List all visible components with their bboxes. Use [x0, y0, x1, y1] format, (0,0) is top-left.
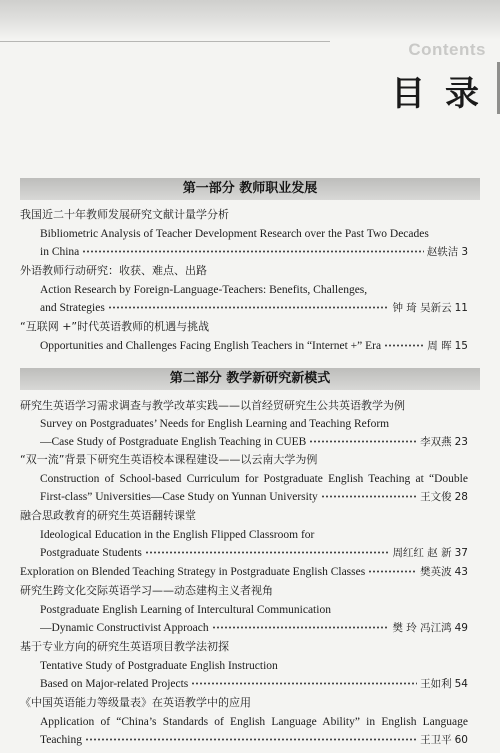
toc-entry-leader-line[interactable] — [40, 488, 468, 506]
toc-entry-leader-line[interactable] — [40, 243, 468, 261]
toc-entry-cn-title[interactable]: 融合思政教育的研究生英语翻转课堂 — [20, 509, 196, 522]
toc-entry-cn-title[interactable]: 我国近二十年教师发展研究文献计量学分析 — [20, 208, 229, 221]
toc-entry-leader-line[interactable] — [40, 337, 468, 355]
header-rule — [0, 41, 330, 42]
toc-entry-en-title[interactable]: Application of “China’s Standards of English Language Ability” in English Language — [40, 716, 468, 728]
toc-entry-author: 樊英波 — [420, 566, 452, 578]
toc-entry-author: 王如利 — [420, 678, 452, 690]
toc-entry-en-title[interactable]: Ideological Education in the English Flipped Classroom for — [40, 529, 315, 541]
toc-entry-page-number: 49 — [454, 622, 468, 634]
toc-entry-author: 钟 琦 吴新云 — [392, 302, 452, 314]
toc-entry-en-title: Exploration on Blended Teaching Strategy in Postgraduate English Classes — [20, 566, 366, 578]
toc-entry-cn-title[interactable]: 外语教师行动研究：收获、难点、出路 — [20, 264, 207, 277]
toc-entry-en-title: and Strategies — [40, 302, 105, 314]
toc-entry-en-title[interactable]: Survey on Postgraduates’ Needs for English Learning and Teaching Reform — [40, 418, 390, 430]
toc-entry-page-number: 54 — [454, 678, 468, 690]
header-band — [0, 0, 500, 40]
toc-entry-page-number: 11 — [454, 302, 468, 314]
dot-leader — [108, 306, 390, 309]
toc-entry-page-number: 3 — [461, 246, 468, 258]
toc-entry-cn-title[interactable]: 研究生英语学习需求调查与教学改革实践——以首经贸研究生公共英语教学为例 — [20, 399, 405, 412]
toc-entry-en-title[interactable]: Bibliometric Analysis of Teacher Development Research over the Past Two Decades — [40, 228, 429, 240]
section-heading-2: 第二部分 教学新研究新模式 — [20, 368, 480, 390]
toc-entry-cn-title[interactable]: 基于专业方向的研究生英语项目教学法初探 — [20, 640, 229, 653]
toc-entry-leader-line[interactable] — [40, 544, 468, 562]
toc-entry-en-title[interactable]: Postgraduate English Learning of Intercultural Communication — [40, 604, 331, 616]
dot-leader — [82, 250, 424, 253]
toc-entry-author: 王文俊 — [420, 491, 452, 503]
toc-entry-page-number: 37 — [454, 547, 468, 559]
toc-entry-en-title: Teaching — [40, 734, 82, 746]
dot-leader — [309, 440, 417, 443]
dot-leader — [212, 626, 390, 629]
toc-entry-en-title: —Dynamic Constructivist Approach — [40, 622, 209, 634]
toc-entry-en-title[interactable]: Action Research by Foreign-Language-Teachers: Benefits, Challenges, — [40, 284, 368, 296]
toc-entry-en-title[interactable]: Tentative Study of Postgraduate English Instruction — [40, 660, 278, 672]
dot-leader — [145, 551, 390, 554]
toc-entry-en-title: Opportunities and Challenges Facing English Teachers in “Internet +” Era — [40, 340, 382, 352]
dot-leader — [191, 682, 417, 685]
toc-entry-en-title: —Case Study of Postgraduate English Teaching in CUEB — [40, 436, 307, 448]
toc-entry-page-number: 23 — [454, 436, 468, 448]
dot-leader — [321, 495, 417, 498]
toc-entry-author: 周红红 赵 新 — [392, 547, 452, 559]
contents-label: Contents — [408, 40, 486, 59]
toc-entry-author: 王卫平 — [420, 734, 452, 746]
toc-entry-en-title: Postgraduate Students — [40, 547, 142, 559]
toc-entry-page-number: 60 — [454, 734, 468, 746]
toc-entry-leader-line[interactable] — [40, 619, 468, 637]
toc-entry-en-title: First-class” Universities—Case Study on Yunnan University — [40, 491, 318, 503]
dot-leader — [384, 344, 424, 347]
toc-entry-cn-title[interactable]: 《中国英语能力等级量表》在英语教学中的应用 — [20, 696, 251, 709]
toc-entry-page-number: 43 — [454, 566, 468, 578]
page-title: 目 录 — [391, 74, 483, 114]
toc-entry-en-title: in China — [40, 246, 80, 258]
toc-entry-leader-line[interactable] — [40, 433, 468, 451]
toc-entry-en-title: Based on Major-related Projects — [40, 678, 189, 690]
toc-entry-leader-line[interactable] — [20, 563, 468, 581]
dot-leader — [368, 570, 417, 573]
toc-entry-author: 赵轶洁 — [426, 246, 459, 258]
toc-entry-en-title[interactable]: Construction of School-based Curriculum for Postgraduate English Teaching at “Double — [40, 473, 468, 485]
section-heading-1: 第一部分 教师职业发展 — [20, 178, 480, 200]
toc-entry-cn-title[interactable]: 研究生跨文化交际英语学习——动态建构主义者视角 — [20, 584, 273, 597]
toc-entry-cn-title[interactable]: “互联网 +”时代英语教师的机遇与挑战 — [20, 320, 210, 333]
toc-entry-author: 李双燕 — [420, 436, 452, 448]
toc-entry-cn-title[interactable]: “双一流”背景下研究生英语校本课程建设——以云南大学为例 — [20, 453, 318, 466]
toc-entry-page-number: 28 — [454, 491, 468, 503]
dot-leader — [85, 738, 417, 741]
toc-entry-leader-line[interactable] — [40, 675, 468, 693]
toc-entry-page-number: 15 — [454, 340, 468, 352]
toc-entry-author: 周 晖 — [427, 340, 452, 352]
toc-entry-leader-line[interactable] — [40, 299, 468, 317]
toc-entry-author: 樊 玲 冯江鸿 — [392, 622, 452, 634]
toc-entry-leader-line[interactable] — [40, 731, 468, 749]
